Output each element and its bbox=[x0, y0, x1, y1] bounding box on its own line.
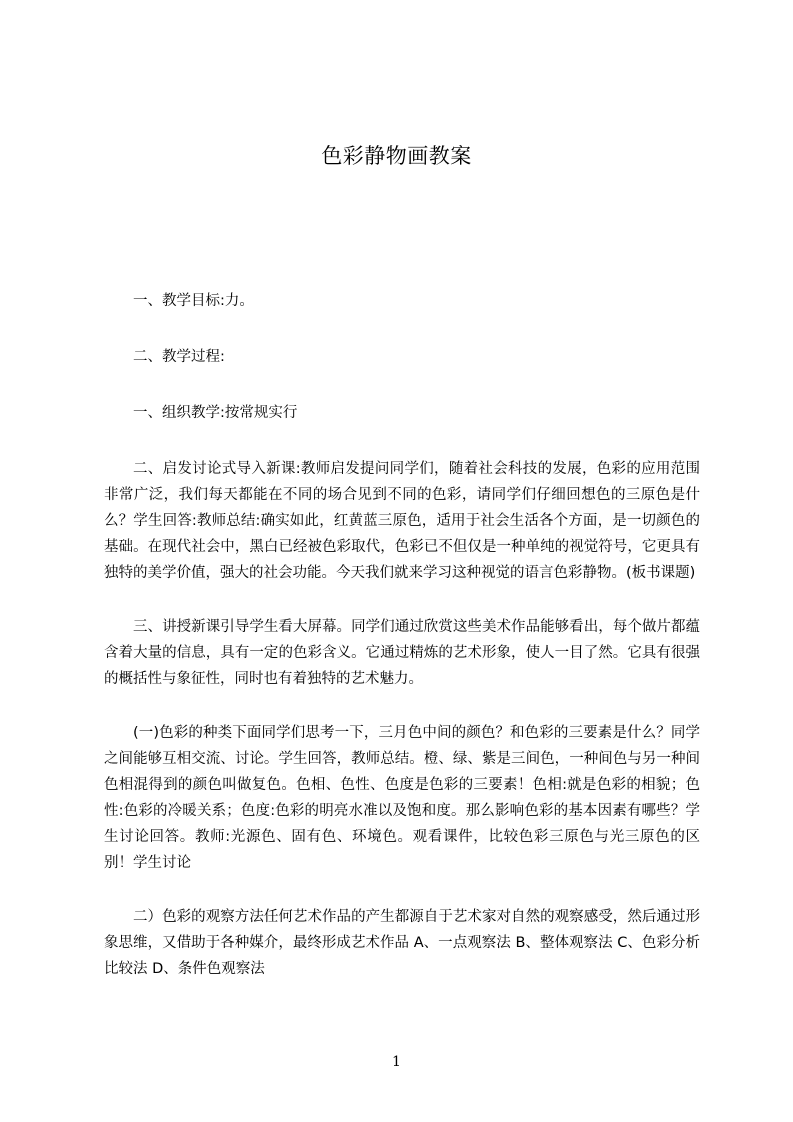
page-number: 1 bbox=[392, 1054, 401, 1070]
page-title: 色彩静物画教案 bbox=[321, 144, 472, 168]
paragraph-observation-methods: 二）色彩的观察方法任何艺术作品的产生都源自于艺术家对自然的观察感受，然后通过形象思维，又借助于各种媒介，最终形成艺术作品 A、一点观察法 B、整体观察法 C、色彩分析比较法 D、条件色观察法 bbox=[104, 909, 700, 977]
paragraph-teaching-goal: 一、教学目标:力。 bbox=[133, 293, 254, 309]
paragraph-organize-teaching: 一、组织教学:按常规实行 bbox=[133, 405, 298, 421]
paragraph-color-types: (一)色彩的种类下面同学们思考一下，三月色中间的颜色？和色彩的三要素是什么？同学之间能够互相交流、讨论。学生回答，教师总结。橙、绿、紫是三间色，一种间色与另一种间色相混得到的颜色叫做复色。色相、色性、色度是色彩的三要素！色相:就是色彩的相貌；色性:色彩的冷暖关系；色度:色彩的明亮水准以及饱和度。那么影响色彩的基本因素有哪些？学生讨论回答。教师:光源色、固有色、环境色。观看课件，比较色彩三原色与光三原色的区别！学生讨论 bbox=[104, 725, 700, 871]
paragraph-introduction: 二、启发讨论式导入新课:教师启发提问同学们，随着社会科技的发展，色彩的应用范围非常广泛，我们每天都能在不同的场合见到不同的色彩，请同学们仔细回想色的三原色是什么？学生回答:教师总结:确实如此，红黄蓝三原色，适用于社会生活各个方面，是一切颜色的基础。在现代社会中，黑白已经被色彩取代，色彩已不但仅是一种单纯的视觉符号，它更具有独特的美学价值，强大的社会功能。今天我们就来学习这种视觉的语言色彩静物。(板书课题) bbox=[104, 461, 700, 581]
paragraph-new-lesson: 三、讲授新课引导学生看大屏幕。同学们通过欣赏这些美术作品能够看出，每个做片都蕴含着大量的信息，具有一定的色彩含义。它通过精炼的艺术形象，使人一目了然。它具有很强的概括性与象征性，同时也有着独特的艺术魅力。 bbox=[104, 619, 700, 687]
document-body bbox=[104, 288, 700, 1010]
paragraph-teaching-process: 二、教学过程: bbox=[133, 349, 225, 365]
